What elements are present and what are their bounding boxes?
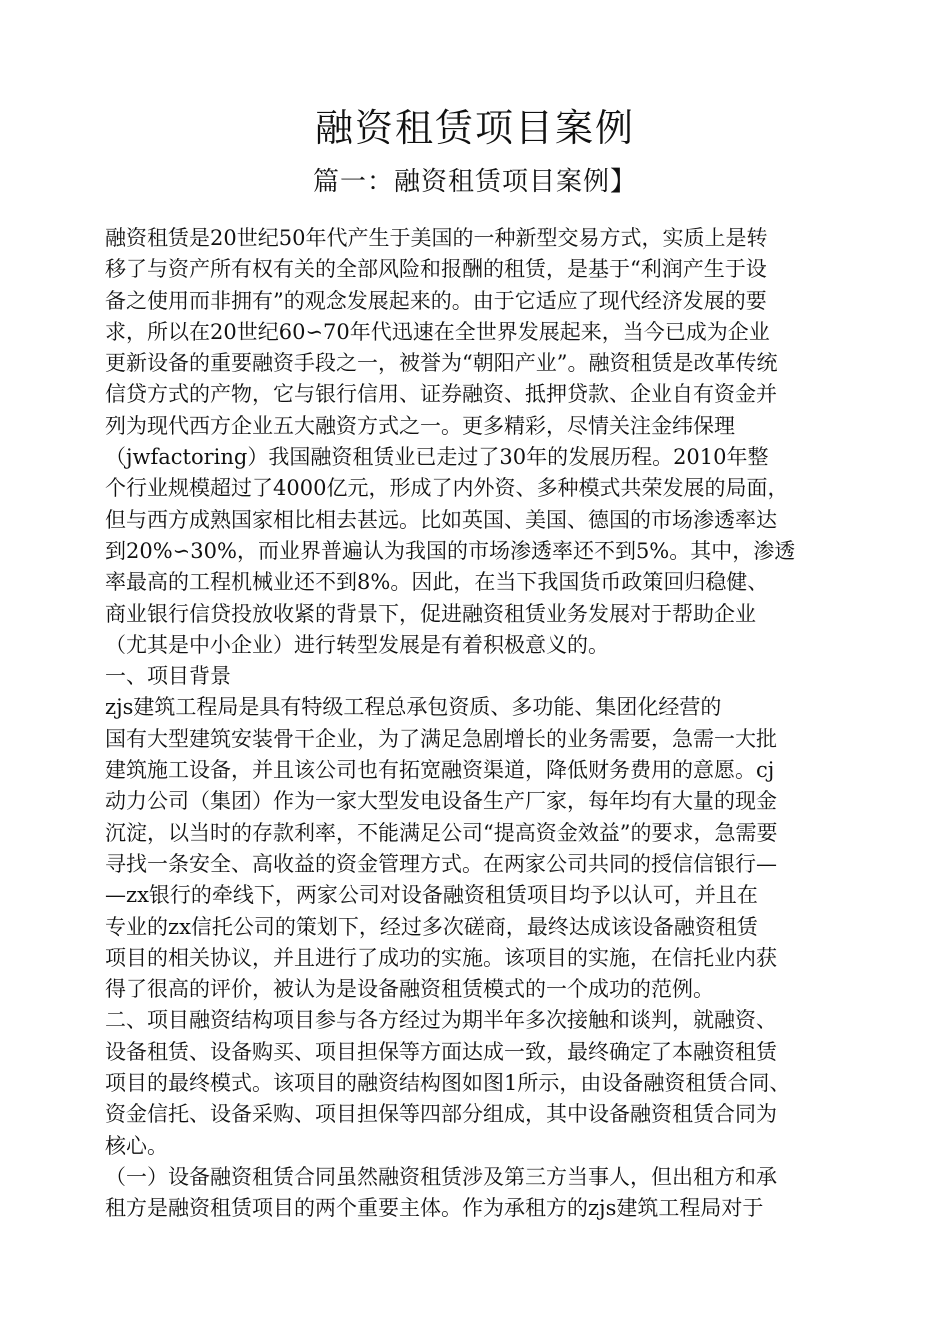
text-line: 寻找一条安全、高收益的资金管理方式。在两家公司共同的授信信银行—	[105, 851, 777, 876]
text-line: 一、项目背景	[105, 664, 231, 689]
text-line: 到20%∽30%，而业界普遍认为我国的市场渗透率还不到5%。其中，渗透	[105, 538, 796, 563]
text-line: —zx银行的牵线下，两家公司对设备融资租赁项目均予以认可，并且在	[105, 883, 758, 908]
text-line: 融资租赁是20世纪50年代产生于美国的一种新型交易方式，实质上是转	[105, 226, 768, 250]
text-line: 得了很高的评价，被认为是设备融资租赁模式的一个成功的范例。	[105, 977, 714, 1002]
text-line: 专业的zx信托公司的策划下，经过多次磋商，最终达成该设备融资租赁	[105, 914, 758, 939]
text-line: 移了与资产所有权有关的全部风险和报酬的租赁，是基于“利润产生于设	[105, 257, 767, 282]
text-line: 资金信托、设备采购、项目担保等四部分组成，其中设备融资租赁合同为	[105, 1102, 777, 1127]
text-line: 项目的相关协议，并且进行了成功的实施。该项目的实施，在信托业内获	[105, 945, 777, 970]
document-title: 融资租赁项目案例	[314, 106, 635, 150]
text-line: 更新设备的重要融资手段之一，被誉为“朝阳产业”。融资租赁是改革传统	[105, 351, 778, 376]
text-line: 设备租赁、设备购买、项目担保等方面达成一致，最终确定了本融资租赁	[105, 1039, 777, 1064]
text-line: （一）设备融资租赁合同虽然融资租赁涉及第三方当事人，但出租方和承	[105, 1164, 777, 1189]
text-line: 求，所以在20世纪60∽70年代迅速在全世界发展起来，当今已成为企业	[105, 319, 770, 344]
text-line: 商业银行信贷投放收紧的背景下，促进融资租赁业务发展对于帮助企业	[105, 601, 756, 626]
text-line: 率最高的工程机械业还不到8%。因此，在当下我国货币政策回归稳健、	[105, 570, 769, 595]
text-line: 列为现代西方企业五大融资方式之一。更多精彩，尽情关注金纬保理	[105, 413, 735, 438]
text-line: 备之使用而非拥有”的观念发展起来的。由于它适应了现代经济发展的要	[105, 288, 767, 313]
text-line: 信贷方式的产物，它与银行信用、证券融资、抵押贷款、企业自有资金并	[105, 382, 777, 407]
text-line: 核心。	[105, 1133, 168, 1158]
text-line: 项目的最终模式。该项目的融资结构图如图1所示，由设备融资租赁合同、	[105, 1071, 791, 1096]
document-body	[105, 223, 865, 1225]
text-line: 国有大型建筑安装骨干企业，为了满足急剧增长的业务需要，急需一大批	[105, 726, 777, 751]
text-line: 沉淀，以当时的存款利率，不能满足公司“提高资金效益”的要求，急需要	[105, 820, 778, 845]
document-subtitle: 篇一：融资租赁项目案例】	[312, 167, 637, 197]
text-line: 二、项目融资结构项目参与各方经过为期半年多次接触和谈判，就融资、	[105, 1008, 777, 1033]
text-line: 租方是融资租赁项目的两个重要主体。作为承租方的zjs建筑工程局对于	[105, 1196, 764, 1221]
text-line: （尤其是中小企业）进行转型发展是有着积极意义的。	[105, 632, 609, 657]
text-line: 建筑施工设备，并且该公司也有拓宽融资渠道，降低财务费用的意愿。cj	[105, 758, 775, 783]
text-line: zjs建筑工程局是具有特级工程总承包资质、多功能、集团化经营的	[105, 695, 722, 720]
text-line: （jwfactoring）我国融资租赁业已走过了30年的发展历程。2010年整	[105, 445, 769, 470]
text-line: 个行业规模超过了4000亿元，形成了内外资、多种模式共荣发展的局面，	[105, 476, 789, 501]
text-line: 但与西方成熟国家相比相去甚远。比如英国、美国、德国的市场渗透率达	[105, 507, 777, 532]
text-line: 动力公司（集团）作为一家大型发电设备生产厂家，每年均有大量的现金	[105, 789, 777, 814]
